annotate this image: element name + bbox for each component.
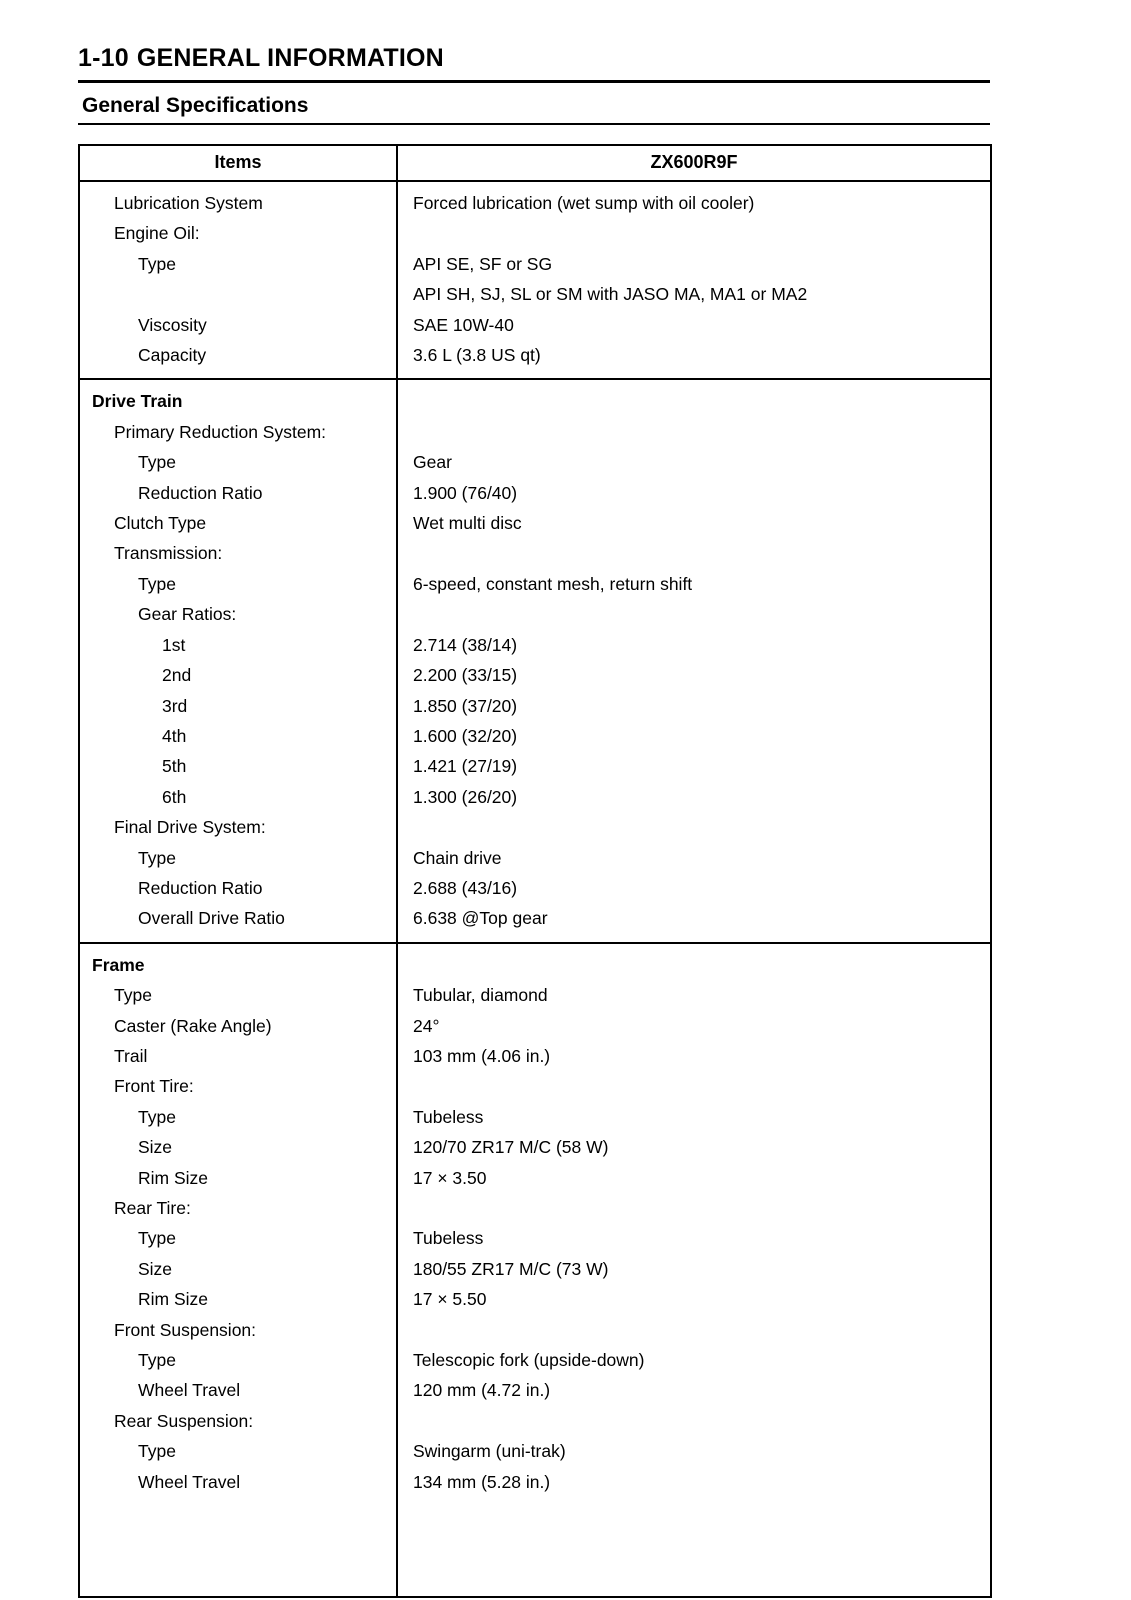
spec-item-value: 1.600 (32/20): [413, 725, 518, 746]
spec-item-value: API SH, SJ, SL or SM with JASO MA, MA1 or MA2: [413, 284, 808, 305]
spec-item-value: Tubeless: [413, 1228, 484, 1249]
spec-item-label: Lubrication System: [114, 193, 263, 213]
spec-item-value: [410, 538, 978, 568]
spec-item-label: Gear Ratios:: [138, 604, 237, 625]
spec-item-value: Swingarm (uni-trak): [413, 1441, 566, 1462]
header-divider: [78, 80, 990, 83]
spec-item-label: Type: [114, 985, 152, 1006]
spec-item-label: Type: [138, 253, 176, 274]
spec-item-value: 17 × 5.50: [413, 1289, 487, 1310]
spec-item-value: 6.638 @Top gear: [413, 908, 548, 929]
spec-item-value: Gear: [413, 452, 452, 473]
spec-item-label: Type: [138, 1106, 176, 1127]
spec-item-label: [92, 1527, 384, 1557]
spec-item-value: [410, 1406, 978, 1436]
spec-item-label: [92, 279, 384, 309]
group-values-cell: [397, 943, 991, 1598]
spec-item-label: 4th: [162, 725, 187, 746]
table-group-drive-train: [79, 379, 991, 942]
spec-item-value: 1.900 (76/40): [413, 482, 518, 503]
spec-item-label: Transmission:: [114, 543, 223, 564]
spec-item-value: Telescopic fork (upside-down): [413, 1350, 645, 1371]
spec-item-label: Size: [138, 1137, 173, 1158]
spec-item-value: 2.688 (43/16): [413, 877, 518, 898]
spec-item-label: 5th: [162, 756, 187, 777]
spec-item-value: 180/55 ZR17 M/C (73 W): [413, 1258, 609, 1279]
spec-item-label: [92, 1497, 384, 1527]
section-divider: [78, 123, 990, 125]
spec-item-label: [92, 1558, 384, 1588]
specifications-table: [78, 144, 992, 1598]
spec-item-value: Chain drive: [413, 847, 502, 868]
spec-item-value: 103 mm (4.06 in.): [413, 1045, 551, 1066]
spec-item-label: Type: [138, 573, 176, 594]
spec-item-value: [410, 218, 978, 248]
table-group-lubrication: [79, 181, 991, 379]
spec-item-value: 134 mm (5.28 in.): [413, 1471, 551, 1492]
spec-item-value: 2.714 (38/14): [413, 634, 518, 655]
group-values-cell: [397, 181, 991, 379]
page-number: 1-10: [78, 44, 129, 72]
spec-item-label: Wheel Travel: [138, 1471, 241, 1492]
spec-item-value: 24°: [413, 1015, 440, 1036]
section-heading: General Specifications: [82, 94, 309, 117]
spec-item-label: Rim Size: [138, 1289, 209, 1310]
page-title-text: GENERAL INFORMATION: [136, 44, 444, 72]
spec-item-value: Wet multi disc: [413, 513, 522, 534]
spec-item-label: Rim Size: [138, 1167, 209, 1188]
spec-item-label: 1st: [162, 634, 186, 655]
spec-item-value: [410, 812, 978, 842]
spec-item-label: 2nd: [162, 665, 192, 686]
spec-item-label: Capacity: [138, 345, 207, 366]
spec-item-value: [410, 1071, 978, 1101]
spec-item-label: Reduction Ratio: [138, 877, 263, 898]
spec-item-label: 6th: [162, 786, 187, 807]
spec-item-value: 1.850 (37/20): [413, 695, 518, 716]
column-header-model: ZX600R9F: [397, 145, 991, 181]
spec-item-value: [410, 1193, 978, 1223]
table-header-row: [79, 145, 991, 181]
spec-item-value: Tubeless: [413, 1106, 484, 1127]
spec-item-label: Rear Tire:: [114, 1198, 191, 1218]
spec-item-value: SAE 10W-40: [413, 314, 514, 335]
spec-item-label: Front Suspension:: [114, 1319, 257, 1340]
group-items-cell: [79, 181, 397, 379]
spec-item-value: 6-speed, constant mesh, return shift: [413, 573, 693, 594]
spec-item-label: Primary Reduction System:: [114, 421, 327, 442]
group-items-cell: [79, 943, 397, 1598]
spec-item-label: Drive Train: [92, 391, 183, 412]
table-group-frame: [79, 943, 991, 1598]
spec-item-value: 120/70 ZR17 M/C (58 W): [413, 1137, 609, 1158]
spec-item-label: Engine Oil:: [114, 223, 200, 244]
spec-item-value: API SE, SF or SG: [413, 253, 553, 274]
spec-item-label: Size: [138, 1258, 173, 1279]
spec-item-label: Final Drive System:: [114, 817, 266, 838]
spec-item-value: 2.200 (33/15): [413, 665, 518, 686]
spec-item-value: [410, 417, 978, 447]
spec-item-value: [410, 1558, 978, 1588]
spec-item-label: 3rd: [162, 695, 188, 716]
spec-item-label: Type: [138, 452, 176, 473]
spec-item-label: Frame: [92, 954, 145, 975]
spec-item-label: Reduction Ratio: [138, 482, 263, 503]
spec-item-label: Viscosity: [138, 314, 207, 335]
spec-item-label: Caster (Rake Angle): [114, 1015, 272, 1036]
spec-item-label: Type: [138, 847, 176, 868]
spec-item-value: 1.300 (26/20): [413, 786, 518, 807]
spec-item-value: 120 mm (4.72 in.): [413, 1380, 551, 1401]
spec-item-value: [410, 386, 978, 416]
spec-item-value: Forced lubrication (wet sump with oil cooler): [413, 193, 755, 213]
group-values-cell: [397, 379, 991, 942]
spec-item-value: [410, 599, 978, 629]
spec-item-value: [410, 1315, 978, 1345]
column-header-items: Items: [79, 145, 397, 181]
spec-item-label: Trail: [114, 1045, 148, 1066]
spec-item-value: Tubular, diamond: [413, 985, 548, 1006]
spec-item-value: 3.6 L (3.8 US qt): [413, 345, 541, 366]
spec-item-label: Clutch Type: [114, 513, 207, 534]
spec-item-value: 17 × 3.50: [413, 1167, 487, 1188]
spec-item-label: Type: [138, 1228, 176, 1249]
spec-item-label: Type: [138, 1350, 176, 1371]
group-items-cell: [79, 379, 397, 942]
spec-item-label: Front Tire:: [114, 1076, 194, 1097]
spec-item-value: [410, 950, 978, 980]
spec-item-label: Rear Suspension:: [114, 1410, 254, 1431]
spec-item-label: Wheel Travel: [138, 1380, 241, 1401]
spec-item-value: [410, 1527, 978, 1557]
spec-item-label: Type: [138, 1441, 176, 1462]
page-title: [78, 44, 1061, 73]
spec-item-value: [410, 1497, 978, 1527]
spec-item-label: Overall Drive Ratio: [138, 908, 285, 929]
spec-item-value: 1.421 (27/19): [413, 756, 518, 777]
